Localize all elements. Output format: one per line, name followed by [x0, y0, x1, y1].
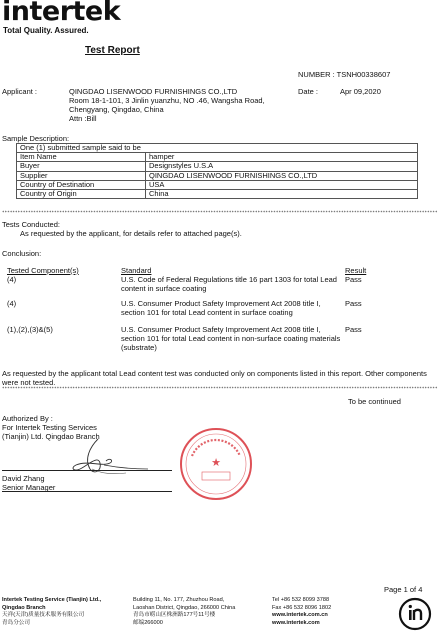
date-value: Apr 09,2020: [340, 87, 381, 96]
footer-company-cn: 天祥(天津)质量技术服务有限公司: [2, 612, 85, 619]
footer-website: www.intertek.com: [272, 619, 320, 626]
row-standard: U.S. Code of Federal Regulations title 16 part 1303 for total Lead: [121, 275, 337, 284]
number-value: TSNH00338607: [336, 70, 391, 79]
sample-value: China: [146, 190, 418, 199]
applicant-address-1: Room 18-1-101, 3 Jinlin yuanzhu, NO .46, Wangsha Road,: [69, 96, 265, 105]
date-label: Date :: [298, 87, 319, 96]
footer-company: [2, 597, 101, 627]
number-label: NUMBER :: [298, 70, 335, 79]
page-number: Page 1 of 4: [384, 585, 423, 594]
table-row: [17, 171, 418, 180]
row-standard: (substrate): [121, 343, 157, 352]
sample-field: Country of Destination: [17, 180, 146, 189]
footer-tel: Tel +86 532 8099 3788: [272, 597, 330, 603]
report-title: Test Report: [85, 45, 140, 56]
row-standard: section 101 for total Lead content in surface coating: [121, 308, 293, 317]
svg-text:★: ★: [211, 456, 221, 469]
row-component: (1),(2),(3)&(5): [7, 325, 53, 334]
row-standard: content in surface coating: [121, 284, 207, 293]
col-component-header: Tested Component(s): [7, 266, 79, 275]
sample-heading: Sample Description:: [2, 134, 70, 143]
sample-value: USA: [146, 180, 418, 189]
handwritten-signature: [40, 435, 150, 480]
sample-value: QINGDAO LISENWOOD FURNISHINGS CO.,LTD: [146, 171, 418, 180]
sample-value: hamper: [146, 153, 418, 162]
separator-stars: ***********************************************************************************************************************************************************************: [2, 386, 438, 391]
separator-stars: ***********************************************************************************************************************************************************************: [2, 210, 438, 215]
applicant-name: QINGDAO LISENWOOD FURNISHINGS CO.,LTD: [69, 87, 238, 96]
footer-address-1: Building 11, No. 177, Zhuzhou Road,: [133, 597, 225, 603]
signature-underline: [2, 491, 172, 492]
sample-field: Supplier: [17, 171, 146, 180]
row-result: Pass: [345, 275, 362, 284]
footer-fax: Fax +86 532 8096 1802: [272, 604, 332, 611]
row-standard: section 101 for total Lead content in non-surface coating materials: [121, 334, 341, 343]
footer-company-name: Intertek Testing Service (Tianjin) Ltd.,: [2, 597, 102, 603]
col-standard-header: Standard: [121, 266, 152, 275]
tests-text: As requested by the applicant, for details refer to attached page(s).: [20, 229, 242, 238]
signer-title: Senior Manager: [2, 483, 56, 492]
logo-tagline: Total Quality. Assured.: [3, 26, 89, 35]
row-standard: U.S. Consumer Product Safety Improvement Act 2008 title I,: [121, 325, 321, 334]
row-component: (4): [7, 275, 17, 284]
sample-field: Country of Origin: [17, 190, 146, 199]
company-seal-stamp: [178, 426, 254, 502]
row-result: Pass: [345, 299, 362, 308]
sample-table: [16, 143, 418, 199]
footer-contact: [272, 597, 331, 627]
applicant-address-2: Chengyang, Qingdao, China: [69, 105, 164, 114]
continued-text: To be continued: [348, 397, 401, 406]
footer-address-cn: 青岛市崂山区株洲路177号11号楼: [133, 612, 216, 619]
footer-address-2: Laoshan District, Qingdao, 266000 China: [133, 604, 236, 611]
authorized-company: For Intertek Testing Services: [2, 423, 97, 432]
sample-field: Item Name: [17, 153, 146, 162]
footer-branch-cn: 青岛分公司: [2, 619, 30, 626]
note-line-2: were not tested.: [2, 378, 56, 387]
applicant-attn: Attn :Bill: [69, 114, 97, 123]
row-component: (4): [7, 299, 17, 308]
footer-address: [133, 597, 235, 627]
applicant-label: Applicant :: [2, 87, 38, 96]
table-row: [17, 162, 418, 171]
authorized-branch: (Tianjin) Ltd. Qingdao Branch: [2, 432, 100, 441]
footer-branch: Qingdao Branch: [2, 604, 46, 611]
authorized-label: Authorized By :: [2, 414, 53, 423]
intertek-badge-icon: [397, 596, 433, 632]
row-standard: U.S. Consumer Product Safety Improvement Act 2008 title I,: [121, 299, 321, 308]
sample-value: Designstyles U.S.A: [146, 162, 418, 171]
footer-website-cn: www.intertek.com.cn: [272, 612, 328, 619]
note-line-1: As requested by the applicant total Lead content test was conducted only on components listed in this report. Other components: [2, 369, 427, 378]
footer-postcode-cn: 邮编266000: [133, 619, 163, 626]
conclusion-heading: Conclusion:: [2, 249, 42, 258]
sample-field: Buyer: [17, 162, 146, 171]
table-row: [17, 144, 418, 153]
signature-line: [2, 470, 172, 471]
row-result: Pass: [345, 325, 362, 334]
table-row: [17, 190, 418, 199]
col-result-header: Result: [345, 266, 367, 275]
table-row: [17, 153, 418, 162]
tests-heading: Tests Conducted:: [2, 220, 60, 229]
intertek-logo: intertek: [2, 0, 121, 27]
sample-intro: One (1) submitted sample said to be: [17, 144, 418, 153]
signer-name: David Zhang: [2, 474, 45, 483]
report-number: [298, 70, 390, 79]
